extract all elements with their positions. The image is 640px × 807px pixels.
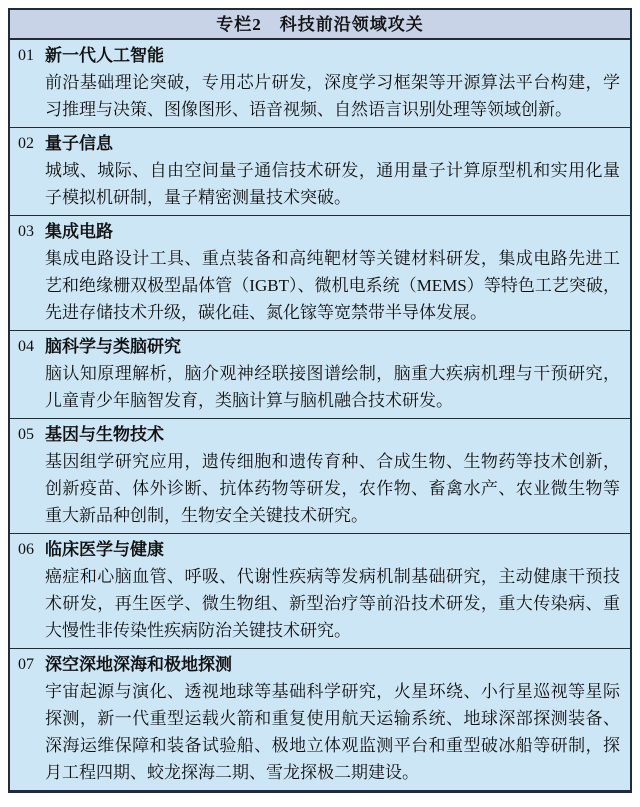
sections-list [10, 40, 630, 790]
section-body: 宇宙起源与演化、透视地球等基础科学研究，火星环绕、小行星巡视等星际探测，新一代重型运载火箭和重复使用航天运输系统、地球深部探测装备、深海运维保障和装备试验船、极地立体观监测平台和重型破冰船等研制，探月工程四期、蛟龙探海二期、雪龙探极二期建设。 [45, 682, 620, 782]
section-heading: 量子信息 [45, 134, 113, 153]
section-body: 癌症和心脑血管、呼吸、代谢性疾病等发病机制基础研究，主动健康干预技术研发，再生医学、微生物组、新型治疗等前沿技术研发，重大传染病、重大慢性非传染性疾病防治关键技术研究。 [45, 567, 620, 640]
section-body: 前沿基础理论突破，专用芯片研发，深度学习框架等开源算法平台构建，学习推理与决策、图像图形、语音视频、自然语言识别处理等领域创新。 [45, 73, 620, 119]
section-row [10, 418, 630, 533]
section-number: 05 [18, 426, 34, 443]
section-content [45, 421, 620, 529]
section-body: 脑认知原理解析，脑介观神经联接图谱绘制，脑重大疾病机理与干预研究，儿童青少年脑智发育，类脑计算与脑机融合技术研发。 [45, 364, 620, 410]
section-body: 集成电路设计工具、重点装备和高纯靶材等关键材料研发，集成电路先进工艺和绝缘栅双极型晶体管（IGBT）、微机电系统（MEMS）等特色工艺突破，先进存储技术升级，碳化硅、氮化镓等宽禁带半导体发展。 [45, 249, 620, 322]
section-heading: 新一代人工智能 [45, 46, 164, 65]
section-number: 01 [18, 47, 34, 64]
section-body: 基因组学研究应用，遗传细胞和遗传育种、合成生物、生物药等技术创新，创新疫苗、体外诊断、抗体药物等研发，农作物、畜禽水产、农业微生物等重大新品种创制，生物安全关键技术研究。 [45, 452, 620, 525]
section-number: 07 [18, 656, 34, 673]
section-number: 06 [18, 541, 34, 558]
section-heading: 集成电路 [45, 222, 113, 241]
section-content [45, 130, 620, 211]
box-title: 专栏2 科技前沿领域攻关 [10, 10, 630, 40]
section-number: 02 [18, 135, 34, 152]
section-heading: 脑科学与类脑研究 [45, 337, 181, 356]
section-number: 04 [18, 338, 34, 355]
section-heading: 基因与生物技术 [45, 425, 164, 444]
section-row [10, 215, 630, 330]
section-row [10, 40, 630, 127]
section-content [45, 536, 620, 644]
section-row [10, 330, 630, 418]
section-content [45, 42, 620, 123]
section-content [45, 651, 620, 786]
section-heading: 临床医学与健康 [45, 540, 164, 559]
section-number: 03 [18, 223, 34, 240]
section-content [45, 218, 620, 326]
section-body: 城域、城际、自由空间量子通信技术研发，通用量子计算原型机和实用化量子模拟机研制，量子精密测量技术突破。 [45, 161, 620, 207]
section-row [10, 127, 630, 215]
section-row [10, 533, 630, 648]
section-row [10, 648, 630, 790]
feature-box [8, 8, 632, 793]
section-heading: 深空深地深海和极地探测 [45, 655, 232, 674]
section-content [45, 333, 620, 414]
